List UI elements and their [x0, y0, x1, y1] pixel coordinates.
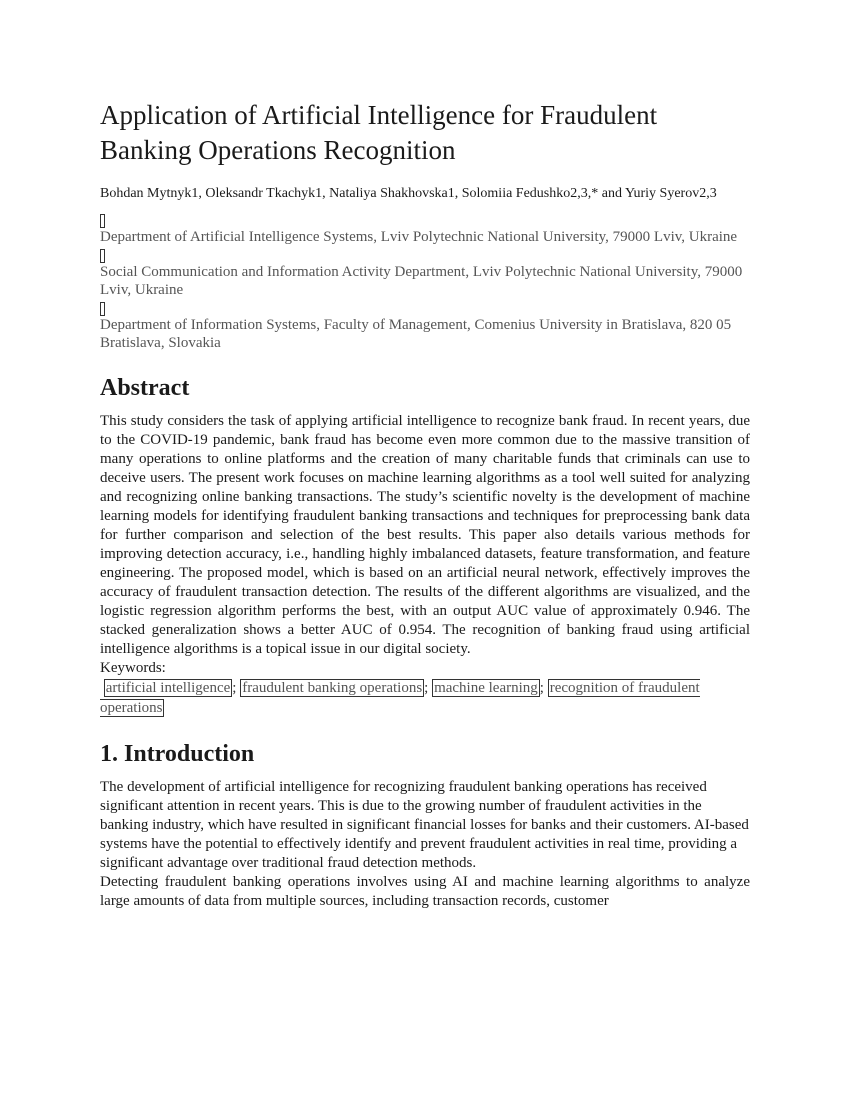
paper-title: Application of Artificial Intelligence for Fraudulent Banking Operations Recognition — [100, 100, 658, 165]
introduction-paragraph: Detecting fraudulent banking operations involves using AI and machine learning algorithms to analyze large amounts of data from multiple sources, including transaction records, customer — [100, 874, 750, 909]
keyword-separator: ; — [424, 680, 429, 696]
introduction-paragraph: The development of artificial intelligence for recognizing fraudulent banking operations has received significant attention in recent years. This is due to the growing number of fraudulent activities in the banking industry, which have resulted in significant financial losses for banks and their customers. AI-based systems have the potential to effectively identify and prevent fraudulent activities in real time, providing a significant advantage over traditional fraud detection methods. — [100, 779, 749, 871]
keyword-link[interactable]: recognition of fraudulent operations — [100, 680, 700, 716]
affiliation-text: Social Communication and Information Activity Department, Lviv Polytechnic National University, 79000 Lviv, Ukraine — [100, 264, 743, 298]
keyword-list — [100, 678, 750, 718]
affiliation-list — [100, 214, 750, 352]
keywords-label: Keywords: — [100, 660, 166, 676]
affiliation-item — [100, 214, 750, 246]
affiliation-text: Department of Information Systems, Faculty of Management, Comenius University in Bratislava, 820 05 Bratislava, Slovakia — [100, 317, 732, 351]
keyword-separator: ; — [232, 680, 237, 696]
abstract-heading: Abstract — [100, 375, 190, 401]
affiliation-marker-icon — [100, 214, 105, 228]
introduction-heading: 1. Introduction — [100, 741, 255, 767]
affiliation-text: Department of Artificial Intelligence Systems, Lviv Polytechnic National University, 79000 Lviv, Ukraine — [100, 229, 738, 245]
author-list: Bohdan Mytnyk1, Oleksandr Tkachyk1, Nataliya Shakhovska1, Solomiia Fedushko2,3,* and Yuriy Syerov2,3 — [100, 186, 717, 201]
affiliation-marker-icon — [100, 249, 105, 263]
affiliation-item — [100, 302, 750, 352]
keyword-link[interactable]: fraudulent banking operations — [242, 680, 423, 696]
paper-page — [100, 98, 750, 911]
keyword-link[interactable]: machine learning — [434, 680, 538, 696]
affiliation-item — [100, 249, 750, 299]
keyword-link[interactable]: artificial intelligence — [105, 680, 231, 696]
affiliation-marker-icon — [100, 302, 105, 316]
abstract-text: This study considers the task of applying artificial intelligence to recognize bank fraud. In recent years, due to the COVID-19 pandemic, bank fraud has become even more common due to the massive transition of many operations to online platforms and the creation of many charitable funds that criminals can use to deceive users. The present work focuses on machine learning algorithms as a tool well suited for analyzing and recognizing online banking transactions. The study’s scientific novelty is the development of machine learning models for identifying fraudulent banking transactions and techniques for preprocessing bank data for further comparison and selection of the best results. This paper also details various methods for improving detection accuracy, i.e., handling highly imbalanced datasets, feature transformation, and feature engineering. The proposed model, which is based on an artificial neural network, effectively improves the accuracy of fraudulent transaction detection. The results of the different algorithms are visualized, and the logistic regression algorithm performs the best, with an output AUC value of approximately 0.946. The stacked generalization shows a better AUC of 0.954. The recognition of banking fraud using artificial intelligence algorithms is a topical issue in our digital society. — [100, 413, 750, 657]
keyword-separator: ; — [539, 680, 544, 696]
